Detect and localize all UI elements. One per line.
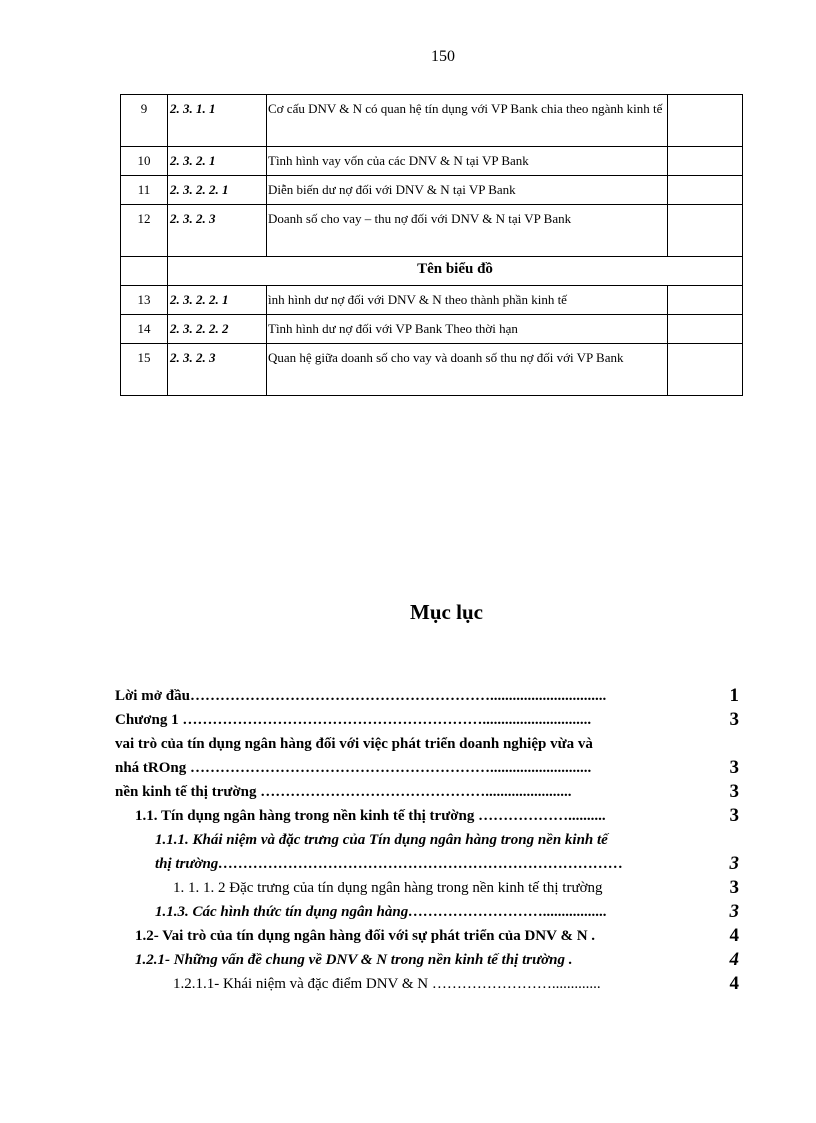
toc-entry-page: 4 — [729, 925, 739, 946]
toc-entry-text: 1.1. Tín dụng ngân hàng trong nền kinh tế thị trường ……………….......... — [135, 808, 606, 824]
toc-entry[interactable] — [115, 828, 739, 852]
row-description: Tình hình vay vốn của các DNV & N tại VP Bank — [267, 147, 668, 176]
toc-entry-text: thị trường……………………………………………………………………… — [155, 856, 624, 872]
toc-entry-page: 3 — [729, 781, 739, 802]
table-row — [121, 315, 743, 344]
toc-entry-page: 3 — [729, 757, 739, 778]
table-row — [121, 176, 743, 205]
row-empty-cell — [668, 315, 743, 344]
row-description: Cơ cấu DNV & N có quan hệ tín dụng với VP Bank chia theo ngành kinh tế — [267, 95, 668, 147]
toc-entry-text: 1.1.3. Các hình thức tín dụng ngân hàng………………………................. — [155, 904, 607, 920]
row-code: 2. 3. 2. 3 — [168, 344, 267, 396]
toc-entry[interactable] — [115, 948, 739, 972]
toc-entry-text: 1.1.1. Khái niệm và đặc trưng của Tín dụng ngân hàng trong nền kinh tế — [155, 832, 608, 848]
toc-entry[interactable] — [115, 900, 739, 924]
toc-entry[interactable] — [115, 756, 739, 780]
row-code: 2. 3. 1. 1 — [168, 95, 267, 147]
page-number: 150 — [431, 48, 455, 65]
row-empty-cell — [668, 286, 743, 315]
row-description: Quan hệ giữa doanh số cho vay và doanh số thu nợ đối với VP Bank — [267, 344, 668, 396]
table-row — [121, 286, 743, 315]
toc-entry-text: nhá tROng ……………………………………………………........................... — [115, 760, 592, 776]
table-of-contents — [115, 684, 739, 996]
toc-entry[interactable] — [115, 924, 739, 948]
toc-entry-text: vai trò của tín dụng ngân hàng đối với việc phát triển doanh nghiệp vừa và — [115, 736, 593, 752]
toc-entry[interactable] — [115, 708, 739, 732]
row-number: 12 — [121, 205, 168, 257]
chart-list-table — [120, 94, 743, 396]
toc-entry-text: 1.2- Vai trò của tín dụng ngân hàng đối với sự phát triển của DNV & N . — [135, 928, 596, 944]
toc-entry-text: 1.2.1.1- Khái niệm và đặc điểm DNV & N ……………………............. — [173, 976, 601, 992]
toc-entry-page: 3 — [729, 901, 739, 922]
table-row — [121, 344, 743, 396]
toc-entry-page: 4 — [729, 973, 739, 994]
toc-title: Mục lục — [410, 600, 483, 624]
toc-entry[interactable] — [115, 684, 739, 708]
chart-names-heading: Tên biểu đồ — [168, 257, 743, 286]
toc-entry-page: 4 — [729, 949, 739, 970]
row-code: 2. 3. 2. 2. 1 — [168, 176, 267, 205]
toc-entry-page: 3 — [729, 805, 739, 826]
toc-entry-text: 1. 1. 1. 2 Đặc trưng của tín dụng ngân hàng trong nền kinh tế thị trường — [173, 880, 603, 896]
row-number: 13 — [121, 286, 168, 315]
row-empty-cell — [668, 176, 743, 205]
toc-entry[interactable] — [115, 804, 739, 828]
row-empty-cell — [668, 205, 743, 257]
toc-entry-page: 3 — [729, 877, 739, 898]
toc-entry[interactable] — [115, 972, 739, 996]
toc-entry-page: 1 — [729, 685, 739, 706]
table-subheader-row — [121, 257, 743, 286]
table-row — [121, 147, 743, 176]
row-description: Tình hình dư nợ đối với VP Bank Theo thời hạn — [267, 315, 668, 344]
row-empty-cell — [668, 147, 743, 176]
row-description: ình hình dư nợ đối với DNV & N theo thành phần kinh tế — [267, 286, 668, 315]
row-empty-cell — [121, 257, 168, 286]
row-number: 14 — [121, 315, 168, 344]
toc-entry-text: Lời mở đầu……………………………………………………............................... — [115, 688, 607, 704]
table-row — [121, 205, 743, 257]
toc-entry-page: 3 — [729, 853, 739, 874]
toc-entry-text: Chương 1 ……………………………………………………............................. — [115, 712, 592, 728]
row-code: 2. 3. 2. 2. 1 — [168, 286, 267, 315]
toc-entry-text: 1.2.1- Những vấn đề chung về DNV & N trong nền kinh tế thị trường . — [135, 952, 573, 968]
row-number: 10 — [121, 147, 168, 176]
row-description: Doanh số cho vay – thu nợ đối với DNV & N tại VP Bank — [267, 205, 668, 257]
toc-entry[interactable] — [115, 732, 739, 756]
row-number: 11 — [121, 176, 168, 205]
toc-entry-page: 3 — [729, 709, 739, 730]
toc-entry[interactable] — [115, 876, 739, 900]
row-number: 15 — [121, 344, 168, 396]
row-code: 2. 3. 2. 2. 2 — [168, 315, 267, 344]
row-empty-cell — [668, 95, 743, 147]
row-empty-cell — [668, 344, 743, 396]
toc-entry-text: nền kinh tế thị trường ………………………………………....................... — [115, 784, 572, 800]
row-number: 9 — [121, 95, 168, 147]
toc-entry[interactable] — [115, 780, 739, 804]
toc-entry[interactable] — [115, 852, 739, 876]
table-row — [121, 95, 743, 147]
row-code: 2. 3. 2. 3 — [168, 205, 267, 257]
row-code: 2. 3. 2. 1 — [168, 147, 267, 176]
row-description: Diễn biến dư nợ đối với DNV & N tại VP Bank — [267, 176, 668, 205]
